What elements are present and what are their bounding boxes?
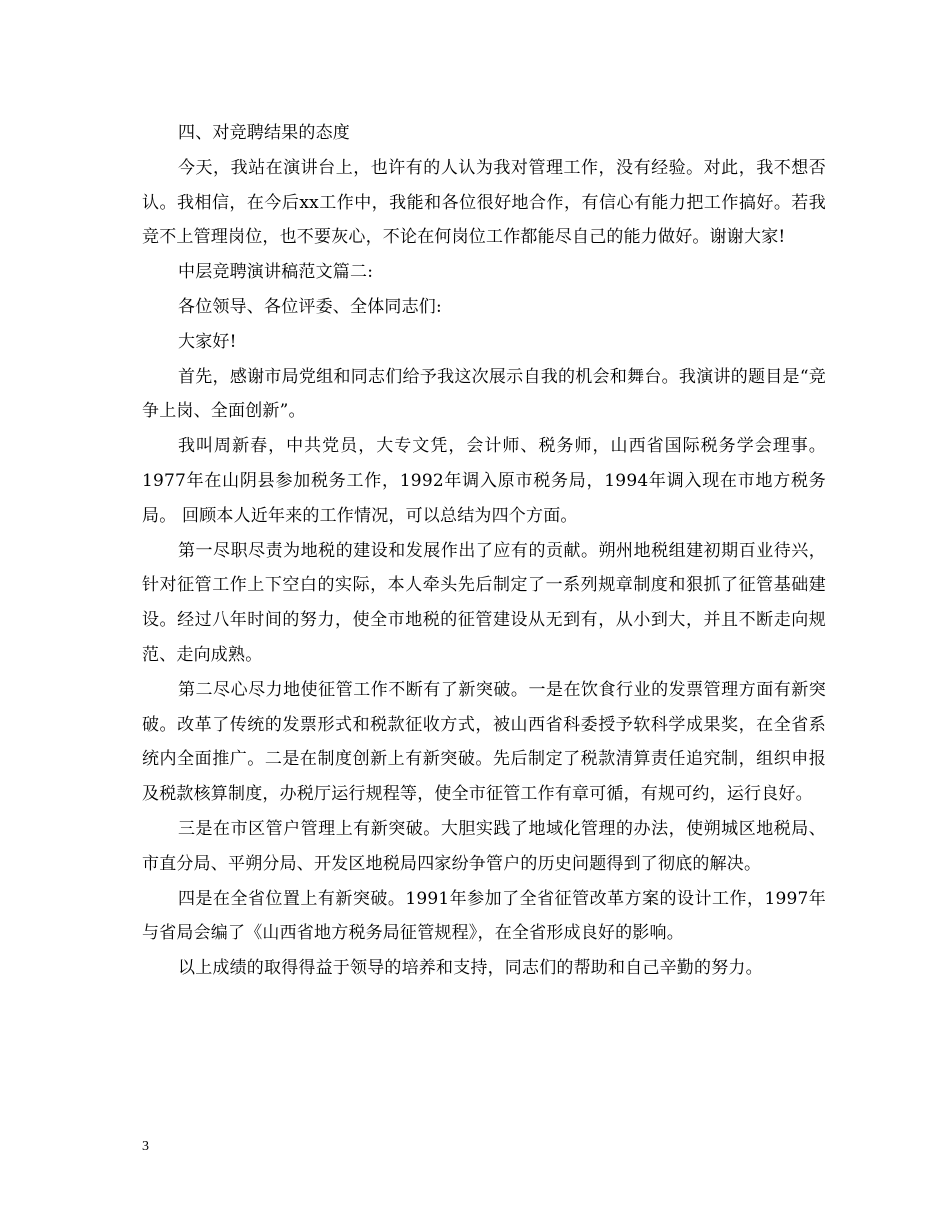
salutation: 各位领导、各位评委、全体同志们: xyxy=(178,296,442,317)
paragraph: 四是在全省位置上有新突破。1991年参加了全省征管改革方案的设计工作，1997年与省局会编了《山西省地方税务局征管规程》，在全省形成良好的影响。 xyxy=(142,888,826,944)
section-heading: 四、对竞聘结果的态度 xyxy=(178,123,350,143)
paragraph: 首先，感谢市局党组和同志们给予我这次展示自我的机会和舞台。我演讲的题目是“竞争上岗、全面创新”。 xyxy=(142,366,826,422)
paragraph: 以上成绩的取得得益于领导的培养和支持，同志们的帮助和自己辛勤的努力。 xyxy=(178,958,763,979)
document-body xyxy=(142,116,826,986)
section-heading: 中层竞聘演讲稿范文篇二: xyxy=(178,262,374,283)
paragraph: 第二尽心尽力地使征管工作不断有了新突破。一是在饮食行业的发票管理方面有新突破。改革了传统的发票形式和税款征收方式，被山西省科委授予软科学成果奖，在全省系统内全面推广。二是在制度创新上有新突破。先后制定了税款清算责任追究制，组织申报及税款核算制度，办税厅运行规程等，使全市征管工作有章可循，有规可约，运行良好。 xyxy=(142,679,826,805)
page-number: 3 xyxy=(142,1139,149,1154)
greeting: 大家好! xyxy=(178,331,237,352)
paragraph: 第一尽职尽责为地税的建设和发展作出了应有的贡献。朔州地税组建初期百业待兴，针对征管工作上下空白的实际，本人牵头先后制定了一系列规章制度和狠抓了征管基础建设。经过八年时间的努力，使全市地税的征管建设从无到有，从小到大，并且不断走向规范、走向成熟。 xyxy=(142,540,826,665)
paragraph: 三是在市区管户管理上有新突破。大胆实践了地域化管理的办法，使朔城区地税局、市直分局、平朔分局、开发区地税局四家纷争管户的历史问题得到了彻底的解决。 xyxy=(142,818,826,874)
paragraph: 今天，我站在演讲台上，也许有的人认为我对管理工作，没有经验。对此，我不想否认。我相信，在今后xx工作中，我能和各位很好地合作，有信心有能力把工作搞好。若我竞不上管理岗位，也不要灰心，不论在何岗位工作都能尽自己的能力做好。谢谢大家! xyxy=(142,157,826,248)
paragraph: 我叫周新春，中共党员，大专文凭，会计师、税务师，山西省国际税务学会理事。1977年在山阴县参加税务工作，1992年调入原市税务局，1994年调入现在市地方税务局。 回顾本人近年来的工作情况，可以总结为四个方面。 xyxy=(142,436,826,526)
